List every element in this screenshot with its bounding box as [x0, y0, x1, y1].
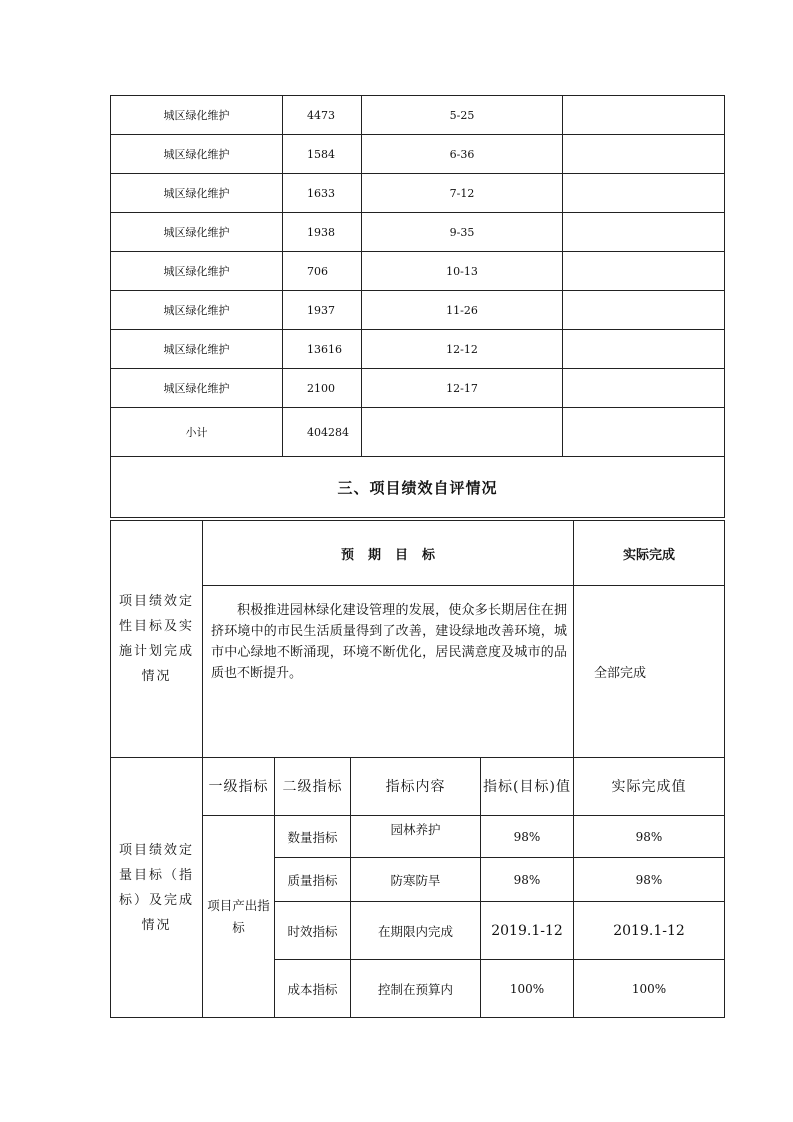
expense-note	[563, 213, 725, 252]
expense-name: 城区绿化维护	[111, 135, 283, 174]
expense-code: 5-25	[362, 96, 563, 135]
expense-code: 9-35	[362, 213, 563, 252]
subtotal-empty-cell	[563, 408, 725, 457]
indicator-content: 园林养护	[351, 816, 481, 858]
expense-amount: 1937	[283, 291, 362, 330]
subtotal-empty-cell	[362, 408, 563, 457]
quantitative-side-label: 项目绩效定量目标（指标）及完成情况	[111, 758, 203, 1018]
expense-note	[563, 252, 725, 291]
table-row	[111, 174, 725, 213]
expected-goal-header-char: 预	[340, 547, 354, 563]
table-row	[111, 586, 725, 758]
expense-amount: 4473	[283, 96, 362, 135]
expense-amount: 2100	[283, 369, 362, 408]
expense-name: 城区绿化维护	[111, 330, 283, 369]
goal-description: 积极推进园林绿化建设管理的发展，使众多长期居住在拥挤环境中的市民生活质量得到了改善，建设绿地改善环境，城市中心绿地不断涌现，环境不断优化，居民满意度及城市的品质也不断提升。	[203, 586, 574, 758]
table-row	[111, 330, 725, 369]
table-header-row	[111, 758, 725, 816]
actual-value-header: 实际完成值	[574, 758, 725, 816]
expense-code: 7-12	[362, 174, 563, 213]
table-row	[111, 96, 725, 135]
qualitative-side-label: 项目绩效定性目标及实施计划完成情况	[111, 521, 203, 758]
target-value: 98%	[481, 858, 574, 902]
expense-name: 城区绿化维护	[111, 291, 283, 330]
expense-note	[563, 174, 725, 213]
level1-value: 项目产出指标	[203, 816, 275, 1018]
level2-value: 成本指标	[275, 960, 351, 1018]
table-row	[111, 252, 725, 291]
level2-header: 二级指标	[275, 758, 351, 816]
indicator-content: 在期限内完成	[351, 902, 481, 960]
expense-code: 10-13	[362, 252, 563, 291]
table-row	[111, 291, 725, 330]
actual-value: 98%	[574, 858, 725, 902]
expected-goal-header-char: 目	[395, 547, 409, 563]
table-row	[111, 369, 725, 408]
actual-value: 100%	[574, 960, 725, 1018]
indicator-content: 控制在预算内	[351, 960, 481, 1018]
level1-header: 一级指标	[203, 758, 275, 816]
level2-value: 时效指标	[275, 902, 351, 960]
expense-note	[563, 291, 725, 330]
expense-name: 城区绿化维护	[111, 369, 283, 408]
expense-code: 12-12	[362, 330, 563, 369]
actual-value: 2019.1-12	[574, 902, 725, 960]
target-value: 98%	[481, 816, 574, 858]
level2-value: 数量指标	[275, 816, 351, 858]
level2-value: 质量指标	[275, 858, 351, 902]
target-header: 指标(目标)值	[481, 758, 574, 816]
expense-note	[563, 135, 725, 174]
goal-actual-result: 全部完成	[574, 586, 725, 758]
expense-code: 11-26	[362, 291, 563, 330]
expense-amount: 1584	[283, 135, 362, 174]
table-row	[111, 213, 725, 252]
expense-amount: 706	[283, 252, 362, 291]
qualitative-goal-table	[110, 520, 725, 758]
actual-value: 98%	[574, 816, 725, 858]
table-row	[111, 816, 725, 858]
actual-completion-header: 实际完成	[574, 521, 725, 586]
table-row	[111, 521, 725, 586]
section-title-row	[111, 457, 725, 518]
expense-amount: 1938	[283, 213, 362, 252]
expense-code: 12-17	[362, 369, 563, 408]
expense-note	[563, 369, 725, 408]
target-value: 2019.1-12	[481, 902, 574, 960]
section-title: 三、项目绩效自评情况	[111, 457, 725, 518]
indicator-content: 防寒防旱	[351, 858, 481, 902]
subtotal-row	[111, 408, 725, 457]
expected-goal-header-char: 标	[422, 547, 436, 563]
target-value: 100%	[481, 960, 574, 1018]
table-row	[111, 135, 725, 174]
expense-name: 城区绿化维护	[111, 96, 283, 135]
expected-goal-header-char: 期	[367, 547, 381, 563]
expense-name: 城区绿化维护	[111, 174, 283, 213]
expense-name: 城区绿化维护	[111, 213, 283, 252]
subtotal-amount: 404284	[283, 408, 362, 457]
content-header: 指标内容	[351, 758, 481, 816]
expense-name: 城区绿化维护	[111, 252, 283, 291]
expense-table	[110, 95, 725, 518]
quantitative-indicator-table	[110, 757, 725, 1018]
expense-code: 6-36	[362, 135, 563, 174]
expense-note	[563, 330, 725, 369]
expense-amount: 13616	[283, 330, 362, 369]
expected-goal-header	[203, 521, 574, 586]
subtotal-label: 小计	[111, 408, 283, 457]
expense-amount: 1633	[283, 174, 362, 213]
expense-note	[563, 96, 725, 135]
